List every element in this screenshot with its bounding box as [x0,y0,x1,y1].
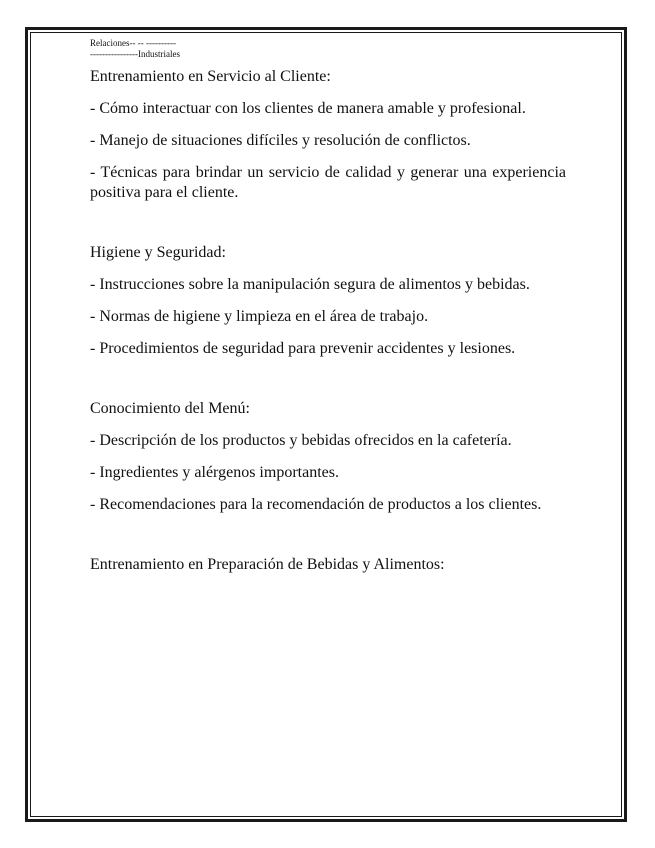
section-title: Entrenamiento en Preparación de Bebidas y Alimentos: [90,556,445,573]
section-menu-knowledge [90,399,566,515]
list-item: - Descripción de los productos y bebidas ofrecidos en la cafetería. [90,432,512,449]
list-item: - Técnicas para brindar un servicio de calidad y generar una experiencia positiva para el cliente. [90,164,566,201]
section-title: Entrenamiento en Servicio al Cliente: [90,68,331,85]
section-title: Conocimiento del Menú: [90,400,250,417]
section-spacer [90,527,566,555]
list-item: - Ingredientes y alérgenos importantes. [90,464,339,481]
section-food-prep [90,555,566,575]
document-page [90,38,566,587]
list-item: - Instrucciones sobre la manipulación segura de alimentos y bebidas. [90,276,530,293]
header-line-2: ----------------Industriales [90,49,180,59]
section-spacer [90,371,566,399]
header-line-1: Relaciones-- -- ---------- [90,38,176,48]
page-header [90,38,566,60]
list-item: - Procedimientos de seguridad para prevenir accidentes y lesiones. [90,340,516,357]
section-spacer [90,215,566,243]
list-item: - Normas de higiene y limpieza en el área de trabajo. [90,308,429,325]
section-title: Higiene y Seguridad: [90,244,226,261]
list-item: - Manejo de situaciones difíciles y resolución de conflictos. [90,132,471,149]
list-item: - Recomendaciones para la recomendación de productos a los clientes. [90,496,542,513]
section-hygiene-safety [90,243,566,359]
list-item: - Cómo interactuar con los clientes de manera amable y profesional. [90,100,526,117]
section-customer-service [90,67,566,203]
